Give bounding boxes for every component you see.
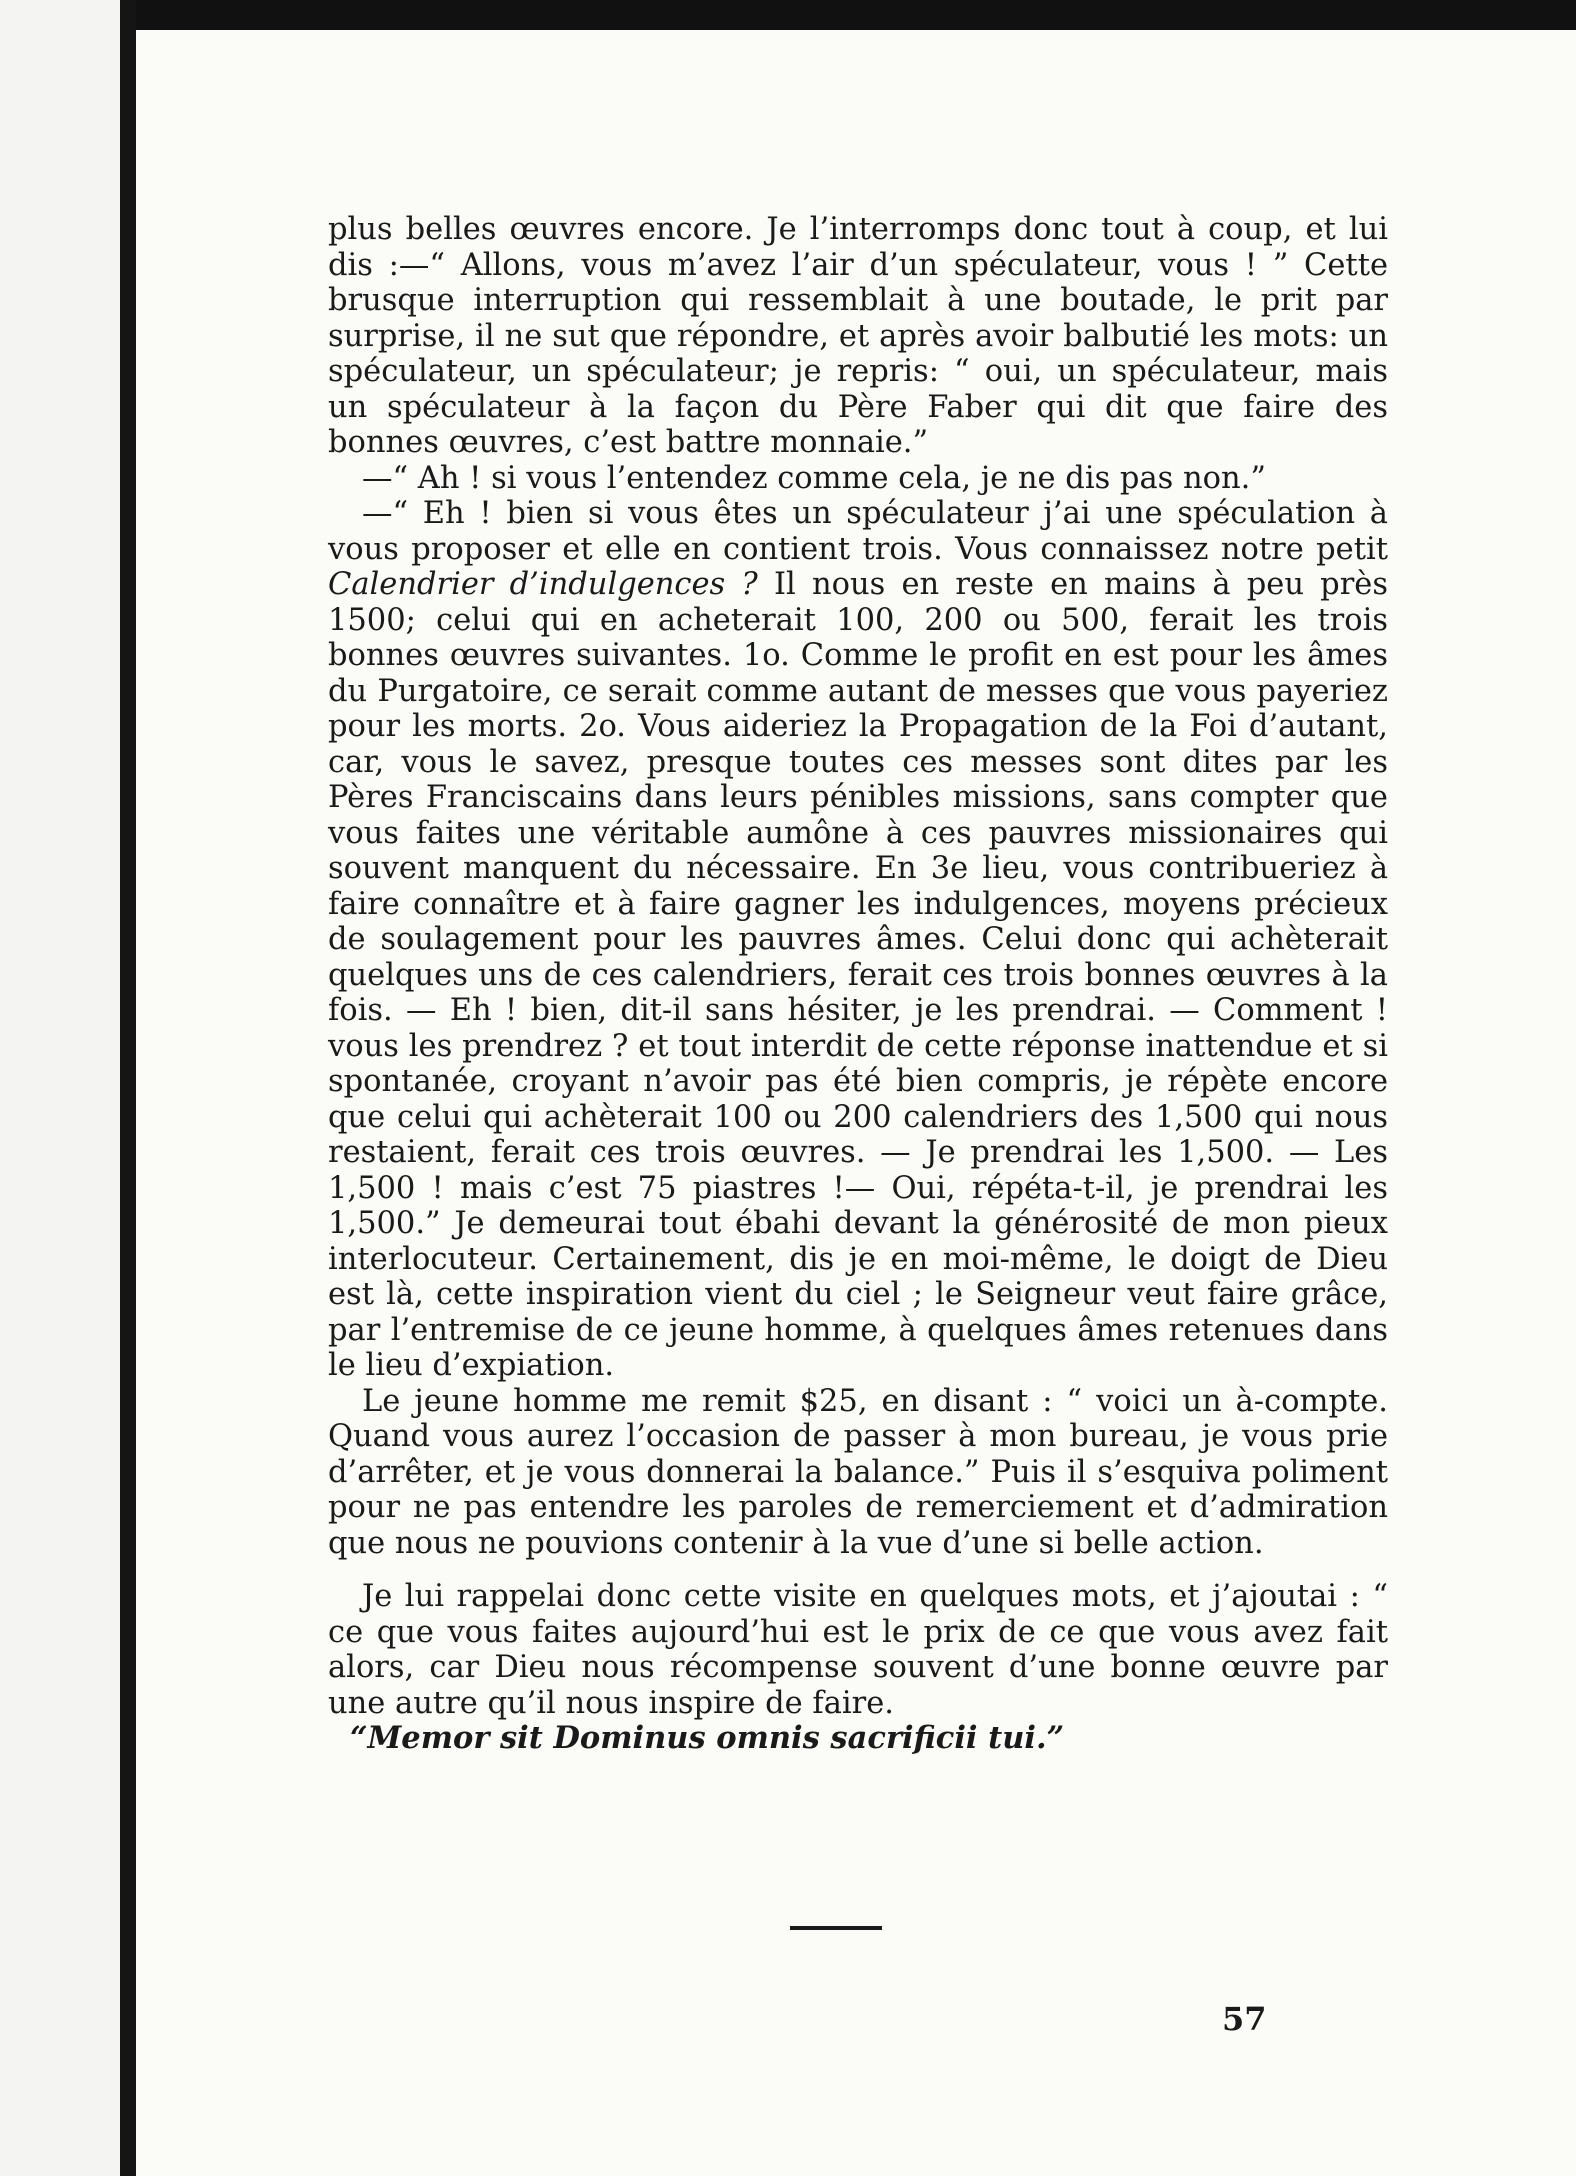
paragraph-3-part2: Il nous en reste en mains à peu près 1500; celui qui en acheterait 100, 200 ou 500, ferait les trois bonnes œuvres suivantes. 1o. Comme le profit en est pour les âmes du Purgatoire, ce serait comme autant de messes que vous payeriez pour les morts. 2o. Vous aideriez la Propagation de la Foi d’autant, car, vous le savez, presque toutes ces messes sont dites par les Pères Franciscains dans leurs pénibles missions, sans compter que vous faites une véritable aumône à ces pauvres missionaires qui souvent manquent du nécessaire. En 3e lieu, vous contribueriez à faire connaître et à faire gagner les indulgences, moyens précieux de soulagement pour les pauvres âmes. Celui donc qui achèterait quelques uns de ces calendriers, ferait ces trois bonnes œuvres à la fois. — Eh ! bien, dit-il sans hésiter, je les prendrai. — Comment ! vous les prendrez ? et tout interdit de cette réponse inattendue et si spontanée, croyant n’avoir pas été bien compris, je répète encore que celui qui achèterait 100 ou 200 calendriers des 1,500 qui nous restaient, ferait ces trois œuvres. — Je prendrai les 1,500. — Les 1,500 ! mais c’est 75 piastres !— Oui, répéta-t-il, je prendrai les 1,500.” Je demeurai tout ébahi devant la générosité de mon pieux interlocuteur. Certainement, dis je en moi-même, le doigt de Dieu est là, cette inspiration vient du ciel ; le Seigneur veut faire grâce, par l’entremise de ce jeune homme, à quelques âmes retenues dans le lieu d’expiation. (328, 567, 1388, 1383)
book-spine-shadow (120, 0, 136, 2176)
paragraph-3-part1: —“ Eh ! bien si vous êtes un spéculateur j’ai une spéculation à vous proposer et elle en contient trois. Vous connaissez notre petit (328, 496, 1388, 567)
paragraph-4: Le jeune homme me remit $25, en disant : “ voici un à-compte. Quand vous aurez l’occasion de passer à mon bureau, je vous prie d’arrêter, et je vous donnerai la balance.” Puis il s’esquiva poliment pour ne pas entendre les paroles de remerciement et d’admiration que nous ne pouvions contenir à la vue d’une si belle action. (328, 1383, 1388, 1561)
facing-page-edge (0, 0, 120, 2176)
page-body-text (328, 212, 1388, 1757)
paragraph-1: plus belles œuvres encore. Je l’interromps donc tout à coup, et lui dis :—“ Allons, vous m’avez l’air d’un spéculateur, vous ! ” Cette brusque interruption qui ressemblait à une boutade, le prit par surprise, il ne sut que répondre, et après avoir balbutié les mots: un spéculateur, un spéculateur; je repris: “ oui, un spéculateur, mais un spéculateur à la façon du Père Faber qui dit que faire des bonnes œuvres, c’est battre monnaie.” (328, 212, 1388, 460)
latin-quote: “Memor sit Dominus omnis sacrificii tui.” (350, 1720, 1065, 1756)
calendar-title: Calendrier d’indulgences ? (328, 567, 758, 602)
paragraph-2: —“ Ah ! si vous l’entendez comme cela, je ne dis pas non.” (362, 460, 1266, 496)
page-number: 57 (1222, 2000, 1267, 2038)
paragraph-3 (328, 496, 1388, 1384)
paragraph-5: Je lui rappelai donc cette visite en quelques mots, et j’ajoutai : “ ce que vous faites aujourd’hui est le prix de ce que vous avez fait alors, car Dieu nous récompense souvent d’une bonne œuvre par une autre qu’il nous inspire de faire. (328, 1579, 1388, 1721)
section-divider (790, 1926, 882, 1930)
